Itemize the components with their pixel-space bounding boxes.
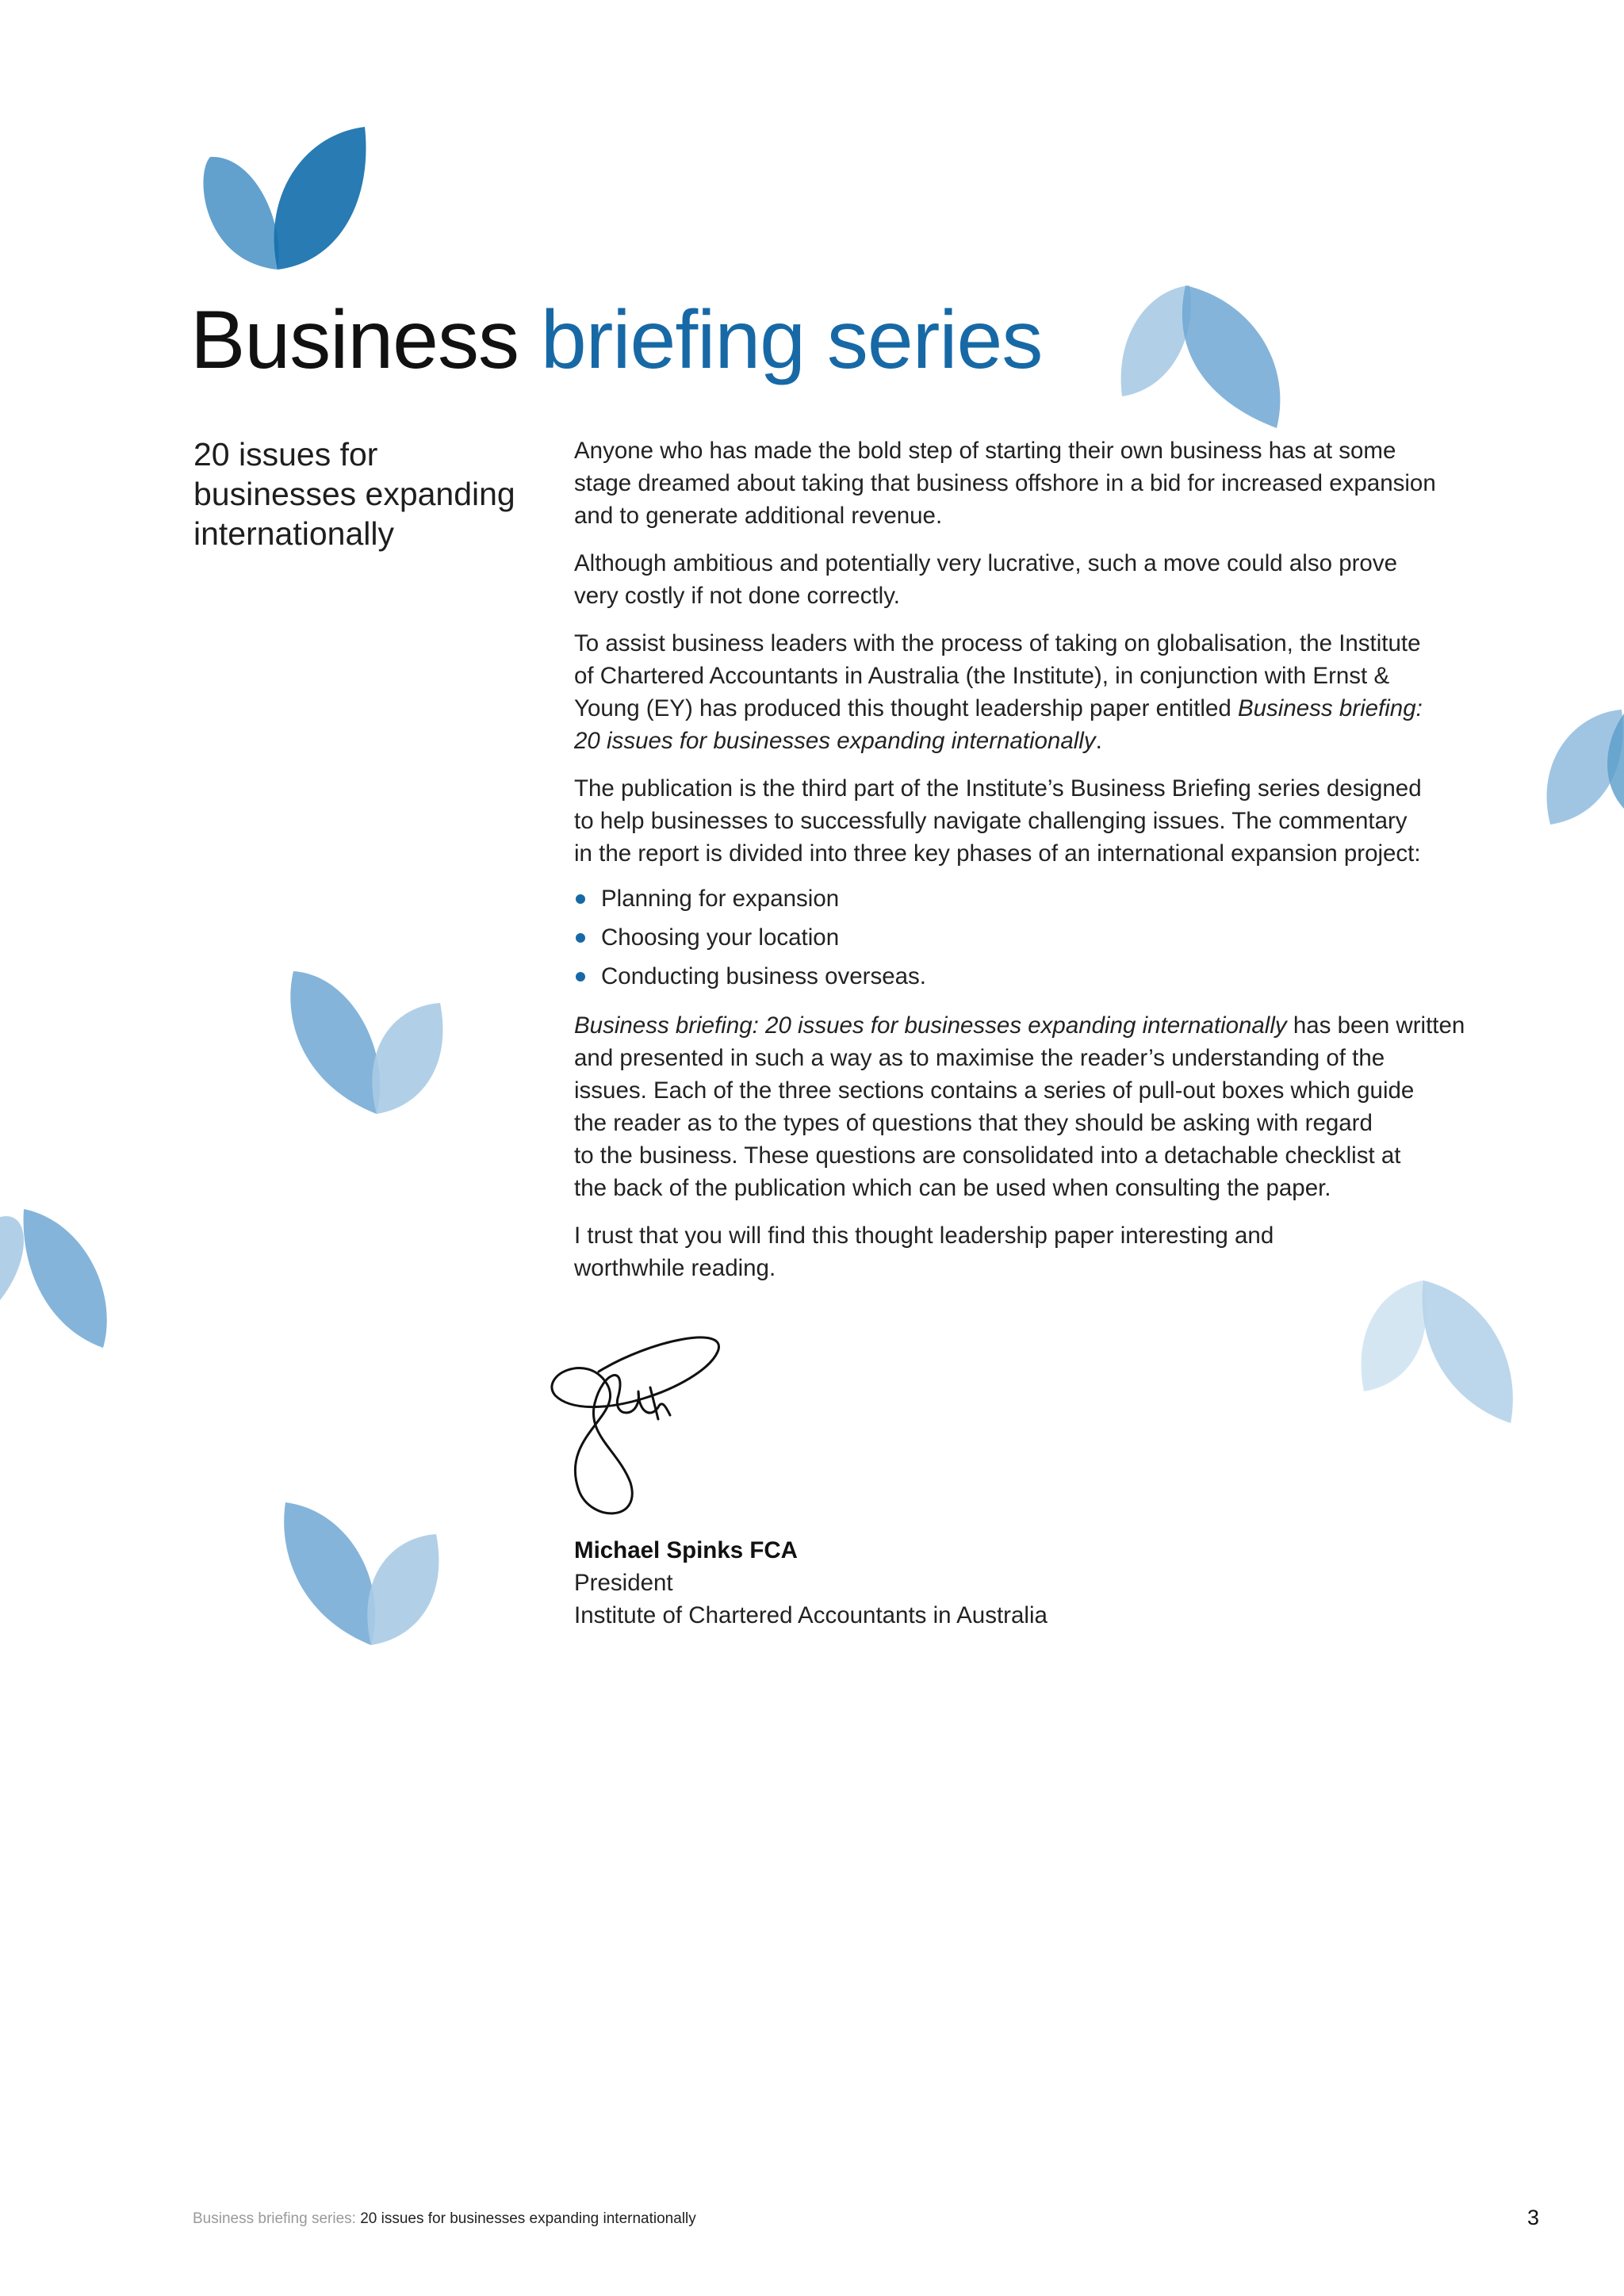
- publication-title-italic: Business briefing:: [1237, 695, 1423, 721]
- text-line: and to generate additional revenue.: [574, 503, 943, 529]
- text-line: and presented in such a way as to maximise the reader’s understanding of the: [574, 1045, 1385, 1071]
- page-number: 3: [1527, 2206, 1540, 2229]
- leaf-decoration-top-right: [1121, 285, 1281, 428]
- text-run: .: [1095, 728, 1102, 754]
- text-line: in the report is divided into three key phases of an international expansion project:: [574, 840, 1421, 867]
- paragraph-closing: [574, 1219, 1510, 1284]
- phase-list: [574, 879, 1510, 996]
- leaf-decoration-left-edge: [0, 1209, 107, 1348]
- text-line: [574, 692, 1510, 725]
- text-line: to help businesses to successfully navigate challenging issues. The commentary: [574, 808, 1408, 834]
- signatory-organisation: Institute of Chartered Accountants in Australia: [574, 1602, 1048, 1628]
- subtitle-line: 20 issues for: [193, 436, 378, 473]
- paragraph-structure: [574, 1009, 1510, 1204]
- text-line: worthwhile reading.: [574, 1255, 776, 1281]
- publication-title-italic: Business briefing: 20 issues for businesses expanding internationally: [574, 1012, 1287, 1039]
- list-item: Conducting business overseas.: [574, 957, 1510, 996]
- text-run: Young (EY) has produced this thought leadership paper entitled: [574, 695, 1238, 721]
- leaf-decoration-mid-left: [290, 971, 442, 1114]
- page-title: [190, 293, 1042, 388]
- paragraph-purpose: [574, 627, 1510, 757]
- footer-title: 20 issues for businesses expanding internationally: [355, 2210, 696, 2227]
- page-footer: [193, 2210, 696, 2228]
- text-run: has been written: [1286, 1012, 1465, 1039]
- text-line: very costly if not done correctly.: [574, 583, 900, 609]
- text-line: I trust that you will find this thought leadership paper interesting and: [574, 1223, 1274, 1249]
- title-accent: briefing series: [540, 294, 1043, 386]
- paragraph-risk: [574, 547, 1510, 612]
- list-item: Choosing your location: [574, 918, 1510, 957]
- text-line: of Chartered Accountants in Australia (the Institute), in conjunction with Ernst &: [574, 663, 1390, 689]
- signatory-name: Michael Spinks FCA: [574, 1537, 798, 1563]
- text-line: [574, 1009, 1510, 1042]
- subtitle-line: businesses expanding: [193, 476, 515, 512]
- signature-image: [539, 1308, 730, 1530]
- text-line: to the business. These questions are consolidated into a detachable checklist at: [574, 1142, 1401, 1169]
- text-line: Although ambitious and potentially very lucrative, such a move could also prove: [574, 550, 1397, 576]
- paragraph-intro: [574, 434, 1510, 532]
- leaf-decoration-bottom-left: [284, 1502, 439, 1645]
- text-line: Anyone who has made the bold step of starting their own business has at some: [574, 438, 1396, 464]
- logo-leaf-icon: [203, 127, 366, 270]
- foreword-body: [574, 434, 1510, 1299]
- publication-title-italic: 20 issues for businesses expanding internationally: [574, 728, 1096, 754]
- text-line: the back of the publication which can be used when consulting the paper.: [574, 1175, 1331, 1201]
- text-line: the reader as to the types of questions that they should be asking with regard: [574, 1110, 1373, 1136]
- paragraph-series: [574, 772, 1510, 870]
- list-item: Planning for expansion: [574, 879, 1510, 918]
- subtitle-line: internationally: [193, 515, 394, 552]
- text-line: stage dreamed about taking that business offshore in a bid for increased expansion: [574, 470, 1436, 496]
- signatory-role: President: [574, 1570, 673, 1596]
- text-line: To assist business leaders with the process of taking on globalisation, the Institute: [574, 630, 1421, 656]
- text-line: The publication is the third part of the Institute’s Business Briefing series designed: [574, 775, 1422, 802]
- title-main: Business: [190, 294, 519, 386]
- footer-series: Business briefing series:: [193, 2210, 356, 2227]
- signatory-block: [574, 1534, 1048, 1632]
- text-line: [574, 725, 1510, 757]
- text-line: issues. Each of the three sections contains a series of pull-out boxes which guide: [574, 1077, 1415, 1104]
- leaf-decoration-right-edge: [1547, 710, 1624, 825]
- leaf-decoration-bottom-right: [1362, 1280, 1513, 1423]
- page-subtitle: [193, 434, 542, 553]
